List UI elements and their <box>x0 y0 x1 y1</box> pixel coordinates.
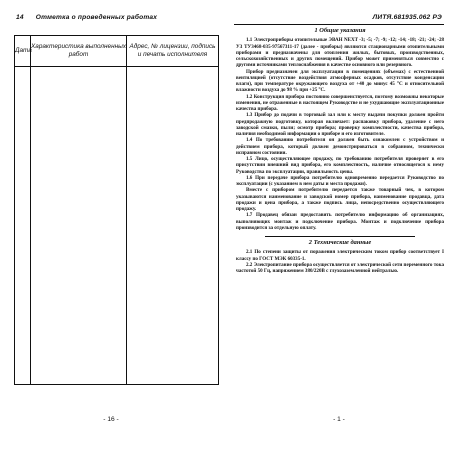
paragraph: Вместе с прибором потребителю передается также товарный чек, в котором указываются наименование и заводской номер прибора, наименование продавца, дата продажи и цена прибора, а также подпись лица, непосредственно осуществляющего продажу. <box>236 187 444 212</box>
paragraph: 1.3 Прибор до подачи в торговый зал или к месту выдачи покупки должен пройти предпродажную подготовку, которая включает: распаковку прибора, удаление с него заводской смазки, пыли; осмотр прибора; проверку комплектности, качества прибора, наличия необходимой информации о приборе и его изготовителе. <box>236 112 444 137</box>
paragraph: 2.1 По степени защиты от поражения электрическим током прибор соответствует I классу по ГОСТ МЭК 60335-1. <box>236 249 444 262</box>
right-page <box>230 0 448 452</box>
left-page-header <box>16 14 216 21</box>
paragraph: 1.4 По требованию потребителя он должен быть ознакомлен с устройством и действием прибора, который должен демонстрироваться в собранном, технически исправном состоянии. <box>236 137 444 156</box>
section-divider <box>265 236 415 237</box>
date-cell <box>15 67 31 385</box>
date-column-header: Дата <box>15 36 31 67</box>
work-log-header-row <box>15 36 219 67</box>
paragraph: 1.2 Конструкция прибора постоянно совершенствуется, поэтому возможны некоторые изменения, не отраженные в настоящем Руководстве и не ухудшающие эксплуатационные качества прибора. <box>236 93 444 112</box>
paragraph: Прибор предназначен для эксплуатации в помещениях (объемах) с естественной вентиляцией (отсутствие воздействия атмосферных осадков, отсутствие конденсации влаги), при температуре окружающего воздуха от +40 до минус 45 °С и относительной влажности воздуха до 98 % при +25 °С. <box>236 68 444 94</box>
work-cell <box>31 67 127 385</box>
work-column-header: Характеристика выполненных работ <box>31 36 127 67</box>
paragraph: 1.6 При передаче прибора потребителю одновременно передается Руководство по эксплуатации (с указанием в нем даты и места продажи). <box>236 174 444 187</box>
header-rule <box>234 24 444 25</box>
section1-title: 1 Общие указания <box>314 27 366 34</box>
work-log-empty-row <box>15 67 219 385</box>
paragraph: 2.2 Электропитание прибора осуществляется от электрической сети переменного тока частотой 50 Гц, напряжением 380/220В с глухозаземленной нейтралью. <box>236 261 444 274</box>
left-page-number: - 16 - <box>103 416 119 423</box>
left-page <box>0 0 222 452</box>
paragraph: 1.5 Лицо, осуществляющее продажу, по требованию потребителя проверяет в его присутствии внешний вид прибора, его комплектность, наличие относящегося к нему Руководства по эксплуатации, правильность цены. <box>236 156 444 175</box>
work-log-table <box>14 35 219 385</box>
right-page-number: - 1 - <box>333 416 345 423</box>
paragraph: 1.7 Продавец обязан предоставить потребителю информацию об организациях, выполняющих монтаж и подключение прибора. Монтаж и подключение прибора производится за отдельную оплату. <box>236 212 444 231</box>
section2-title: 2 Технические данные <box>308 239 372 246</box>
address-cell <box>127 67 219 385</box>
document-code: ЛИТЯ.681935.062 РЭ <box>372 14 442 21</box>
left-header-title: Отметка о проведенных работах <box>35 14 158 21</box>
address-column-header: Адрес, № лицензии, подпись и печать исполнителя <box>127 36 219 67</box>
left-header-number: 14 <box>16 14 24 21</box>
paragraph: 1.1 Электроприборы отопительные ЭВАН NEXT -3; -5; -7; -9; -12; -14; -18; -21; -24; -28 УЗ ТУ3468-035-97567311-17 (далее - приборы) являются стационарными отопительными приборами и предназначены для отопления жилых, бытовых, производственных, сельскохозяйственных и других помещений. Прибор может применяться совместно с другими источниками теплоснабжения в качестве основного или резервного. <box>236 37 444 69</box>
right-page-body <box>236 28 444 274</box>
